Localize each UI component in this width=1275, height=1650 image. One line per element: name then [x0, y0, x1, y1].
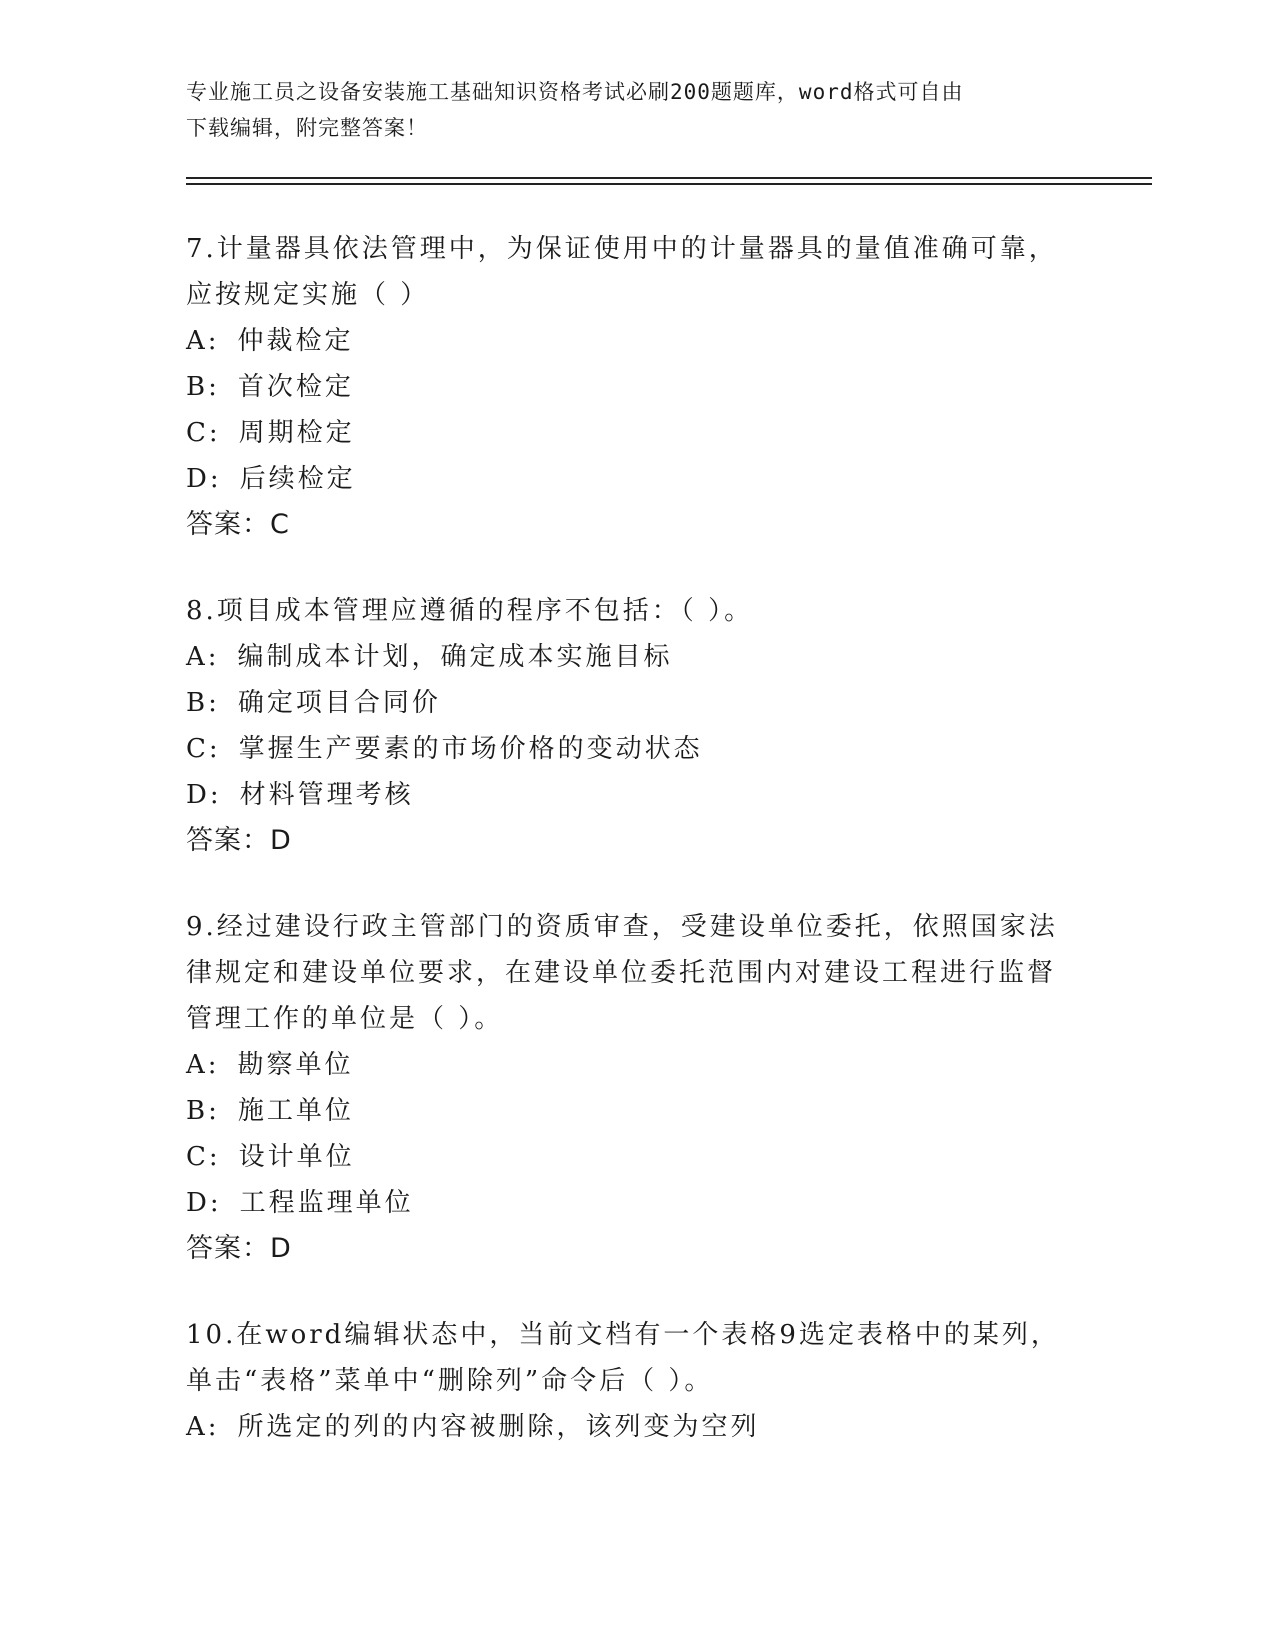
option-text: 编制成本计划，确定成本实施目标 — [237, 642, 673, 672]
option-d — [186, 456, 1086, 502]
option-label: D: — [186, 1188, 222, 1218]
option-label: C: — [186, 734, 221, 764]
answer-label: 答案： — [186, 1233, 270, 1264]
question-text-line: 9.经过建设行政主管部门的资质审查，受建设单位委托，依照国家法 — [186, 912, 1058, 942]
option-b — [186, 364, 1086, 410]
answer-line — [186, 818, 1086, 864]
question-7 — [186, 226, 1086, 548]
option-label: C: — [186, 1142, 221, 1172]
question-text-line: 8.项目成本管理应遵循的程序不包括：（ ）。 — [186, 596, 754, 626]
option-label: D: — [186, 780, 222, 810]
option-a — [186, 634, 1086, 680]
question-9 — [186, 904, 1086, 1272]
answer-line — [186, 502, 1086, 548]
option-label: A: — [186, 642, 220, 672]
answer-label: 答案： — [186, 509, 270, 540]
option-text: 仲裁检定 — [237, 326, 354, 356]
option-a — [186, 1404, 1086, 1450]
question-text-line: 律规定和建设单位要求，在建设单位委托范围内对建设工程进行监督 — [186, 958, 1057, 988]
header-line-1: 专业施工员之设备安装施工基础知识资格考试必刷200题题库，word格式可自由 — [186, 80, 964, 104]
option-label: C: — [186, 418, 221, 448]
option-text: 施工单位 — [237, 1096, 354, 1126]
option-b — [186, 1088, 1086, 1134]
option-c — [186, 726, 1086, 772]
option-text: 后续检定 — [239, 464, 356, 494]
question-8 — [186, 588, 1086, 864]
option-text: 工程监理单位 — [239, 1188, 414, 1218]
question-text-line: 10.在word编辑状态中，当前文档有一个表格9选定表格中的某列， — [186, 1320, 1060, 1350]
option-text: 材料管理考核 — [239, 780, 414, 810]
option-text: 所选定的列的内容被删除，该列变为空列 — [237, 1412, 760, 1442]
option-text: 确定项目合同价 — [237, 688, 441, 718]
option-text: 首次检定 — [237, 372, 354, 402]
question-text-line: 应按规定实施（ ） — [186, 280, 430, 310]
option-label: B: — [186, 372, 220, 402]
header-divider-top — [186, 177, 1152, 179]
option-label: A: — [186, 1050, 220, 1080]
answer-value: D — [270, 1233, 292, 1264]
option-label: A: — [186, 1412, 220, 1442]
document-header — [186, 74, 1066, 146]
answer-label: 答案： — [186, 825, 270, 856]
question-10 — [186, 1312, 1086, 1450]
option-label: D: — [186, 464, 222, 494]
header-line-2: 下载编辑，附完整答案！ — [186, 116, 428, 140]
option-label: A: — [186, 326, 220, 356]
option-d — [186, 772, 1086, 818]
option-text: 勘察单位 — [237, 1050, 354, 1080]
option-a — [186, 318, 1086, 364]
option-text: 设计单位 — [238, 1142, 355, 1172]
answer-line — [186, 1226, 1086, 1272]
question-text-line: 7.计量器具依法管理中，为保证使用中的计量器具的量值准确可靠， — [186, 234, 1058, 264]
question-text-line: 单击“表格”菜单中“删除列”命令后（ ）。 — [186, 1366, 714, 1396]
answer-value: D — [270, 825, 292, 856]
header-divider-bottom — [186, 183, 1152, 185]
option-text: 掌握生产要素的市场价格的变动状态 — [238, 734, 703, 764]
option-c — [186, 1134, 1086, 1180]
option-a — [186, 1042, 1086, 1088]
option-label: B: — [186, 1096, 220, 1126]
option-d — [186, 1180, 1086, 1226]
option-label: B: — [186, 688, 220, 718]
question-text-line: 管理工作的单位是（ ）。 — [186, 1004, 504, 1034]
option-text: 周期检定 — [238, 418, 355, 448]
option-c — [186, 410, 1086, 456]
question-list — [186, 226, 1086, 1490]
answer-value: C — [270, 509, 290, 540]
option-b — [186, 680, 1086, 726]
